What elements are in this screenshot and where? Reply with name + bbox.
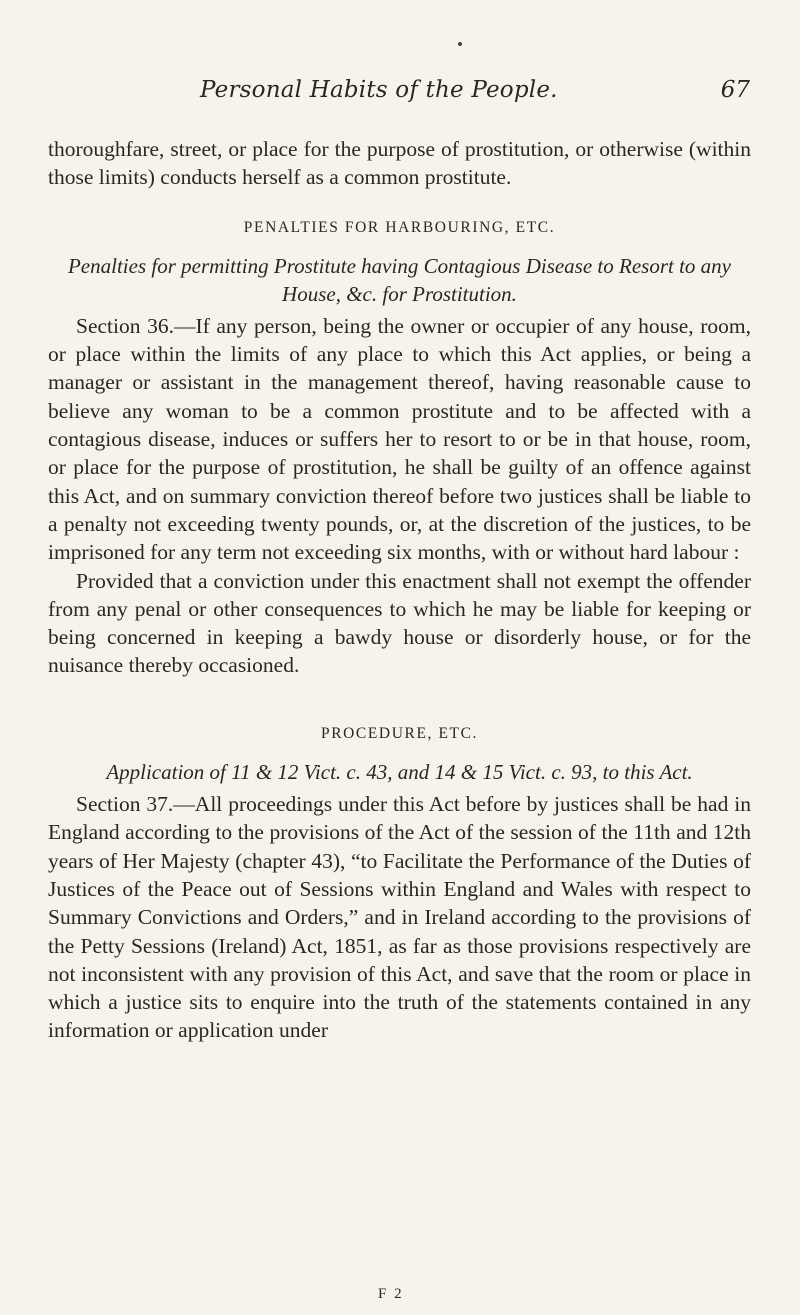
section-heading-procedure: PROCEDURE, ETC.	[320, 724, 479, 742]
paragraph-section-36: Section 36.—If any person, being the owner or occupier of any house, room, or place within the limits of any place to which this Act applies, or being a manager or assistant in the management thereof, having reasonable cause to believe any woman to be a common prostitute and to be affected with a contagious disease, induces or suffers her to resort to or be in that house, room, or place for the purpose of prostitution, he shall be guilty of an offence against this Act, and on summary conviction thereof before two justices shall be liable to a penalty not exceeding twenty pounds, or, at the discretion of the justices, to be imprisoned for any term not exceeding six months, with or without hard labour :	[48, 313, 751, 565]
running-head	[0, 77, 800, 107]
subheading-penalties: Penalties for permitting Prostitute having Contagious Disease to Resort to any House, &c. for Prostitution.	[67, 253, 731, 306]
section-heading-penalties: PENALTIES FOR HARBOURING, ETC.	[243, 218, 556, 236]
signature-mark: F 2	[378, 1286, 404, 1302]
paragraph-opening: thoroughfare, street, or place for the purpose of prostitution, or otherwise (within those limits) conducts herself as a common prostitute.	[48, 137, 751, 190]
paragraph-section-37: Section 37.—All proceedings under this Act before by justices shall be had in England according to the provisions of the Act of the session of the 11th and 12th years of Her Majesty (chapter 43), “to Facilitate the Performance of the Duties of Justices of the Peace out of Sessions within England and Wales with respect to Summary Convictions and Orders,” and in Ireland according to the provisions of the Petty Sessions (Ireland) Act, 1851, as far as those provisions respectively are not inconsistent with any provision of this Act, and save that the room or place in which a justice sits to enquire into the truth of the statements contained in any information or application under	[48, 792, 751, 1043]
page-body	[48, 135, 751, 1045]
paragraph-proviso: Provided that a conviction under this enactment shall not exempt the offender from any penal or other consequences to which he may be liable for keeping or being concerned in keeping a bawdy house or disorderly house, or for the nuisance thereby occasioned.	[48, 568, 751, 678]
subheading-procedure: Application of 11 & 12 Vict. c. 43, and 14 & 15 Vict. c. 93, to this Act.	[106, 760, 693, 785]
print-speck	[458, 42, 462, 46]
running-title: Personal Habits of the People.	[200, 77, 558, 103]
page-number: 67	[720, 77, 750, 103]
